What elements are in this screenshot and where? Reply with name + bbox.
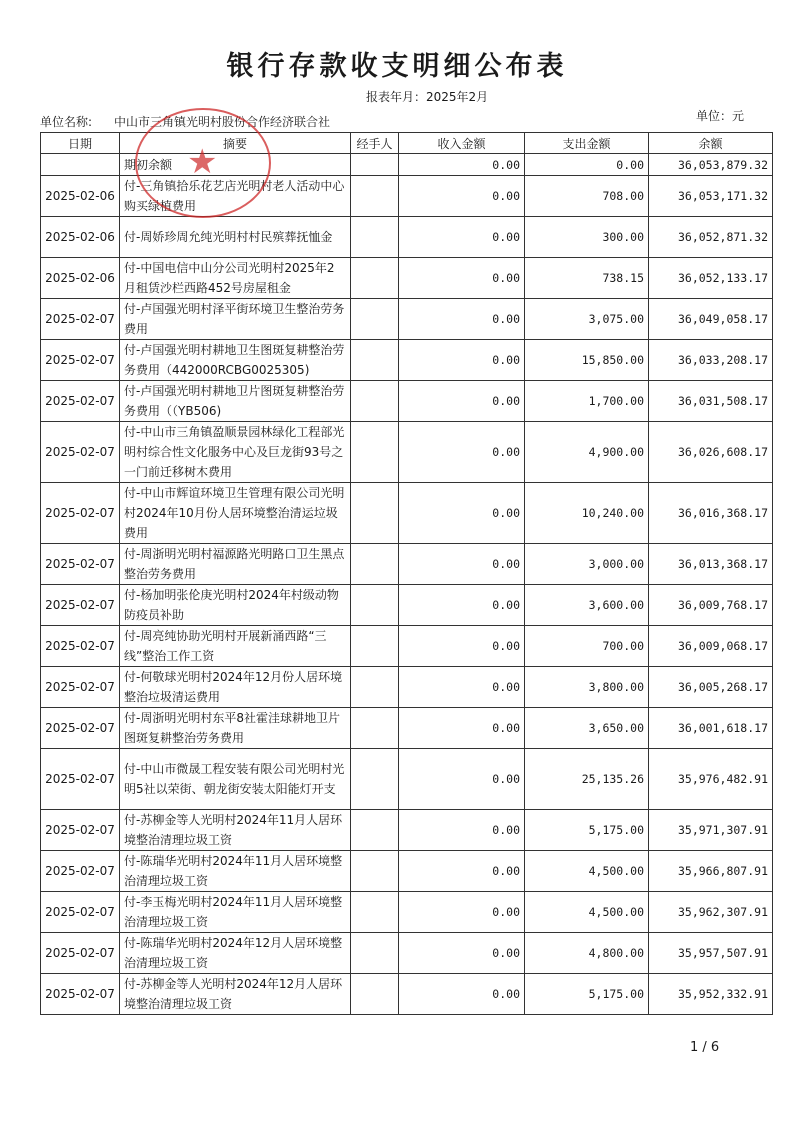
- row-balance: 36,052,133.17: [649, 258, 773, 299]
- row-expense: 3,000.00: [525, 544, 649, 585]
- row-income: 0.00: [399, 749, 525, 810]
- row-balance: 36,031,508.17: [649, 381, 773, 422]
- table-row: [41, 422, 773, 483]
- column-header-balance: 余额: [649, 133, 773, 154]
- row-handler: [351, 851, 399, 892]
- row-date: 2025-02-07: [41, 749, 120, 810]
- row-expense: 700.00: [525, 626, 649, 667]
- row-balance: 36,013,368.17: [649, 544, 773, 585]
- table-row: [41, 933, 773, 974]
- row-date: 2025-02-07: [41, 544, 120, 585]
- row-balance: 35,966,807.91: [649, 851, 773, 892]
- row-summary: 期初余额: [120, 154, 351, 176]
- column-header-income: 收入金额: [399, 133, 525, 154]
- row-handler: [351, 708, 399, 749]
- row-income: 0.00: [399, 892, 525, 933]
- row-balance: 35,971,307.91: [649, 810, 773, 851]
- row-summary: 付-卢国强光明村泽平街环境卫生整治劳务费用: [120, 299, 351, 340]
- row-expense: 15,850.00: [525, 340, 649, 381]
- row-balance: 36,005,268.17: [649, 667, 773, 708]
- row-balance: 36,053,171.32: [649, 176, 773, 217]
- row-date: 2025-02-07: [41, 933, 120, 974]
- row-date: 2025-02-07: [41, 810, 120, 851]
- row-handler: [351, 585, 399, 626]
- row-summary: 付-苏柳金等人光明村2024年11月人居环境整治清理垃圾工资: [120, 810, 351, 851]
- table-row: [41, 708, 773, 749]
- row-income: 0.00: [399, 217, 525, 258]
- row-income: 0.00: [399, 258, 525, 299]
- seal-star-icon: ★: [187, 142, 218, 182]
- table-row: [41, 626, 773, 667]
- row-balance: 36,026,608.17: [649, 422, 773, 483]
- table-row: [41, 974, 773, 1015]
- row-income: 0.00: [399, 810, 525, 851]
- row-date: 2025-02-07: [41, 892, 120, 933]
- row-handler: [351, 483, 399, 544]
- row-expense: 3,650.00: [525, 708, 649, 749]
- row-expense: 25,135.26: [525, 749, 649, 810]
- row-summary: 付-卢国强光明村耕地卫片图斑复耕整治劳务费用（（YB506): [120, 381, 351, 422]
- row-date: 2025-02-06: [41, 176, 120, 217]
- row-balance: 36,001,618.17: [649, 708, 773, 749]
- table-row: [41, 217, 773, 258]
- table-row: [41, 851, 773, 892]
- row-handler: [351, 544, 399, 585]
- unit-name-label: 单位名称:: [40, 115, 93, 129]
- row-summary: 付-周亮纯协助光明村开展新涌西路“三线”整治工作工资: [120, 626, 351, 667]
- row-date: [41, 154, 120, 176]
- row-summary: 付-中国电信中山分公司光明村2025年2月租赁沙栏西路452号房屋租金: [120, 258, 351, 299]
- unit-name-value: 中山市三角镇光明村股份合作经济联合社: [114, 115, 331, 129]
- row-date: 2025-02-07: [41, 340, 120, 381]
- row-date: 2025-02-07: [41, 381, 120, 422]
- column-header-date: 日期: [41, 133, 120, 154]
- row-balance: 35,957,507.91: [649, 933, 773, 974]
- row-date: 2025-02-07: [41, 585, 120, 626]
- row-expense: 0.00: [525, 154, 649, 176]
- row-summary: 付-周浙明光明村福源路光明路口卫生黑点整治劳务费用: [120, 544, 351, 585]
- page-title: 银行存款收支明细公布表: [226, 51, 568, 82]
- row-handler: [351, 810, 399, 851]
- row-date: 2025-02-07: [41, 974, 120, 1015]
- row-expense: 4,900.00: [525, 422, 649, 483]
- row-expense: 708.00: [525, 176, 649, 217]
- row-balance: 35,962,307.91: [649, 892, 773, 933]
- ledger-body: [41, 154, 773, 1015]
- row-income: 0.00: [399, 667, 525, 708]
- row-income: 0.00: [399, 933, 525, 974]
- row-income: 0.00: [399, 483, 525, 544]
- row-handler: [351, 217, 399, 258]
- row-expense: 10,240.00: [525, 483, 649, 544]
- row-date: 2025-02-06: [41, 217, 120, 258]
- row-handler: [351, 933, 399, 974]
- row-summary: 付-三角镇拾乐花艺店光明村老人活动中心购买绿植费用: [120, 176, 351, 217]
- row-income: 0.00: [399, 544, 525, 585]
- row-income: 0.00: [399, 626, 525, 667]
- row-expense: 5,175.00: [525, 810, 649, 851]
- row-handler: [351, 154, 399, 176]
- row-handler: [351, 626, 399, 667]
- row-balance: 36,009,768.17: [649, 585, 773, 626]
- row-summary: 付-周浙明光明村东平8社霍洼球耕地卫片图斑复耕整治劳务费用: [120, 708, 351, 749]
- column-header-expense: 支出金额: [525, 133, 649, 154]
- table-row: [41, 483, 773, 544]
- row-expense: 3,800.00: [525, 667, 649, 708]
- row-balance: 36,049,058.17: [649, 299, 773, 340]
- row-handler: [351, 258, 399, 299]
- table-row: [41, 749, 773, 810]
- row-date: 2025-02-07: [41, 299, 120, 340]
- row-date: 2025-02-07: [41, 626, 120, 667]
- row-handler: [351, 749, 399, 810]
- row-handler: [351, 422, 399, 483]
- row-expense: 3,600.00: [525, 585, 649, 626]
- row-expense: 3,075.00: [525, 299, 649, 340]
- row-summary: 付-中山市三角镇盈顺景园林绿化工程部光明村综合性文化服务中心及巨龙街93号之一门前迁移树木费用: [120, 422, 351, 483]
- row-income: 0.00: [399, 974, 525, 1015]
- row-handler: [351, 299, 399, 340]
- row-summary: 付-卢国强光明村耕地卫生图斑复耕整治劳务费用（442000RCBG0025305): [120, 340, 351, 381]
- page-number: 1 / 6: [690, 1040, 720, 1055]
- report-period: 报表年月：2025年2月: [366, 90, 489, 104]
- row-expense: 4,500.00: [525, 892, 649, 933]
- row-date: 2025-02-07: [41, 667, 120, 708]
- row-expense: 5,175.00: [525, 974, 649, 1015]
- row-income: 0.00: [399, 176, 525, 217]
- row-summary: 付-何敬球光明村2024年12月份人居环境整治垃圾清运费用: [120, 667, 351, 708]
- row-handler: [351, 892, 399, 933]
- row-summary: 付-中山市辉谊环境卫生管理有限公司光明村2024年10月份人居环境整治清运垃圾费用: [120, 483, 351, 544]
- row-income: 0.00: [399, 381, 525, 422]
- row-handler: [351, 974, 399, 1015]
- row-expense: 4,800.00: [525, 933, 649, 974]
- column-header-summary: 摘要: [120, 133, 351, 154]
- row-income: 0.00: [399, 585, 525, 626]
- row-date: 2025-02-07: [41, 422, 120, 483]
- table-row: [41, 340, 773, 381]
- row-date: 2025-02-06: [41, 258, 120, 299]
- row-expense: 738.15: [525, 258, 649, 299]
- table-row: [41, 258, 773, 299]
- row-income: 0.00: [399, 851, 525, 892]
- row-handler: [351, 667, 399, 708]
- table-row: [41, 176, 773, 217]
- row-expense: 300.00: [525, 217, 649, 258]
- row-income: 0.00: [399, 340, 525, 381]
- row-summary: 付-李玉梅光明村2024年11月人居环境整治清理垃圾工资: [120, 892, 351, 933]
- row-balance: 35,952,332.91: [649, 974, 773, 1015]
- row-balance: 36,009,068.17: [649, 626, 773, 667]
- row-summary: 付-中山市微晟工程安装有限公司光明村光明5社以荣街、朝龙街安装太阳能灯开支: [120, 749, 351, 810]
- row-date: 2025-02-07: [41, 708, 120, 749]
- currency-unit: 单位：元: [696, 109, 745, 123]
- table-row: [41, 381, 773, 422]
- table-row: [41, 299, 773, 340]
- row-income: 0.00: [399, 708, 525, 749]
- table-row: [41, 544, 773, 585]
- row-balance: 36,016,368.17: [649, 483, 773, 544]
- row-balance: 35,976,482.91: [649, 749, 773, 810]
- row-handler: [351, 176, 399, 217]
- row-balance: 36,052,871.32: [649, 217, 773, 258]
- table-row: [41, 585, 773, 626]
- row-handler: [351, 340, 399, 381]
- table-row: [41, 810, 773, 851]
- row-summary: 付-杨加明张伦庚光明村2024年村级动物防疫员补助: [120, 585, 351, 626]
- table-row: [41, 154, 773, 176]
- row-income: 0.00: [399, 299, 525, 340]
- row-expense: 1,700.00: [525, 381, 649, 422]
- row-handler: [351, 381, 399, 422]
- row-balance: 36,053,879.32: [649, 154, 773, 176]
- row-summary: 付-陈瑞华光明村2024年12月人居环境整治清理垃圾工资: [120, 933, 351, 974]
- column-header-handler: 经手人: [351, 133, 399, 154]
- row-expense: 4,500.00: [525, 851, 649, 892]
- row-date: 2025-02-07: [41, 851, 120, 892]
- table-row: [41, 667, 773, 708]
- row-date: 2025-02-07: [41, 483, 120, 544]
- table-header-row: [41, 133, 773, 154]
- row-summary: 付-苏柳金等人光明村2024年12月人居环境整治清理垃圾工资: [120, 974, 351, 1015]
- row-income: 0.00: [399, 422, 525, 483]
- row-income: 0.00: [399, 154, 525, 176]
- row-summary: 付-陈瑞华光明村2024年11月人居环境整治清理垃圾工资: [120, 851, 351, 892]
- table-row: [41, 892, 773, 933]
- row-balance: 36,033,208.17: [649, 340, 773, 381]
- ledger-table: [40, 132, 773, 1015]
- row-summary: 付-周娇珍周允纯光明村村民殡葬抚恤金: [120, 217, 351, 258]
